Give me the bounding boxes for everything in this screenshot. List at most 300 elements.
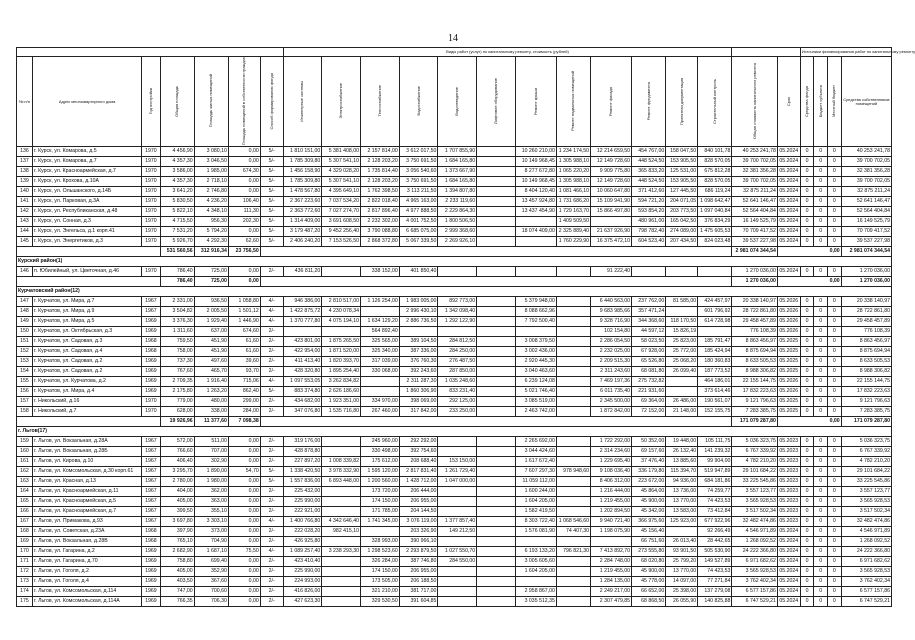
cell-f3: 0: [828, 157, 842, 167]
cell-f3: 0: [828, 597, 842, 607]
cell-r3: 15 866 497,80: [591, 207, 632, 217]
cell-a2: 367,60: [194, 577, 228, 587]
cell-m: 2/-: [260, 357, 283, 367]
cell-addr: г. Курск, ул. Республиканская, д.48: [32, 207, 141, 217]
cell-year: 1969: [142, 377, 160, 387]
cell-e3: 330 068,00: [361, 367, 400, 377]
cell-e2: [322, 447, 361, 457]
cell-date: 05.2023: [777, 437, 800, 447]
cell-f3: 0: [828, 377, 842, 387]
cell-a2: 497,60: [194, 357, 228, 367]
cell-addr: г. Курск, ул. Комарова, д.5: [32, 147, 141, 157]
cell-r2: [556, 357, 590, 367]
cell-f3: 0: [828, 307, 842, 317]
cell-r2: 1 305 988,10: [556, 157, 590, 167]
cell-a2: 2 718,10: [194, 177, 228, 187]
cell-f1: 0: [800, 347, 814, 357]
cell-addr: г. Курчатов, ул. Мира, д.9: [32, 307, 141, 317]
cell-f2: 0: [814, 157, 828, 167]
cell-r4: 45 778,00: [632, 577, 666, 587]
cell-e2: 1 871 520,00: [322, 347, 361, 357]
cell-e2: 2 626 186,60: [322, 387, 361, 397]
cell-e4: 317 842,00: [399, 407, 438, 417]
cell-r3: 91 222,40: [591, 267, 632, 277]
header-project: Проектная документация: [678, 77, 684, 125]
table-row: [17, 457, 892, 467]
cell-e1: 224 993,00: [283, 577, 322, 587]
cell-r3: 1 229 695,40: [591, 457, 632, 467]
cell-date: 05.2026: [777, 297, 800, 307]
cell-r3: 2 209 515,30: [591, 357, 632, 367]
cell-e1: 319 176,00: [283, 437, 322, 447]
cell-year: 1968: [142, 347, 160, 357]
cell-f2: 0: [814, 297, 828, 307]
cell-r4: 44 597,12: [632, 327, 666, 337]
cell-e3: [361, 307, 400, 317]
cell-r4: 50 352,00: [632, 437, 666, 447]
cell-area: 766,35: [160, 597, 194, 607]
cell-r1: 2 920 445,30: [515, 357, 556, 367]
cell-e4: 2 311 287,30: [399, 377, 438, 387]
cell-e4: 1 860 306,90: [399, 387, 438, 397]
cell-m: 5/-: [260, 237, 283, 247]
cell-f2: 0: [814, 387, 828, 397]
cell-r1: 8 303 722,40: [515, 517, 556, 527]
cell-e6: [477, 307, 516, 317]
cell-f1: 0: [800, 587, 814, 597]
cell-r1: 10 149 968,45: [515, 157, 556, 167]
cell-f1: 0: [800, 357, 814, 367]
cell-r3: 2 345 500,00: [591, 397, 632, 407]
cell-r4: 366 975,60: [632, 517, 666, 527]
cell-a3: 0,00: [228, 517, 260, 527]
cell-addr: г. Льгов, ул. Комсомольская, д.114А: [32, 597, 141, 607]
cell-a2: 1 916,40: [194, 377, 228, 387]
cell-e4: 4 001 752,50: [399, 217, 438, 227]
cell-m: 5/-: [260, 207, 283, 217]
cell-a3: 111,30: [228, 207, 260, 217]
cell-e4: 381 717,00: [399, 587, 438, 597]
cell-own: 6 971 682,62: [841, 557, 891, 567]
cell-r4: 45 156,40: [632, 527, 666, 537]
cell-r2: 1 081 466,10: [556, 187, 590, 197]
cell-e5: [438, 497, 477, 507]
cell-r1: 2 463 742,00: [515, 407, 556, 417]
cell-f1: 0: [800, 147, 814, 157]
cell-total: 22 155 144,75: [732, 377, 778, 387]
table-row: [17, 567, 892, 577]
cell-e1: 227 897,20: [283, 457, 322, 467]
cell-own: 4 546 971,89: [841, 527, 891, 537]
cell-area: 404,00: [160, 487, 194, 497]
cell-date: 05.2024: [777, 587, 800, 597]
cell-e6: [477, 487, 516, 497]
cell-e2: 6 893 448,00: [322, 477, 361, 487]
cell-date: 05.2026: [777, 307, 800, 317]
cell-e5: 1 800 506,50: [438, 217, 477, 227]
cell-date: 05.2024: [777, 207, 800, 217]
cell-e1: 1 785 309,80: [283, 157, 322, 167]
cell-date: 05.2025: [777, 407, 800, 417]
cell-date: 05.2024: [777, 567, 800, 577]
cell-r4: 480 961,00: [632, 217, 666, 227]
cell-r6: 519 947,89: [698, 467, 732, 477]
cell-m: 2/-: [260, 367, 283, 377]
cell-r6: 376 834,29: [698, 217, 732, 227]
cell-r6: 1 097 040,84: [698, 207, 732, 217]
cell-r5: [666, 307, 698, 317]
cell-f2: 0: [814, 547, 828, 557]
cell-total: 6 747 529,21: [732, 597, 778, 607]
table-row: [17, 177, 892, 187]
cell-m: 2/-: [260, 487, 283, 497]
cell-r1: 7 607 297,30: [515, 467, 556, 477]
cell-e4: 2 996 430,10: [399, 307, 438, 317]
cell-r3: 2 314 234,60: [591, 447, 632, 457]
cell-e2: 1 895 254,40: [322, 367, 361, 377]
cell-m: 2/-: [260, 537, 283, 547]
header-method: Способ формирования фонда: [268, 72, 274, 130]
cell-a3: 0,00: [228, 557, 260, 567]
cell-f1: 0: [800, 487, 814, 497]
cell-f2: 0: [814, 487, 828, 497]
cell-own: 9 121 796,63: [841, 397, 891, 407]
cell-addr: г. Никольский, д.16: [32, 397, 141, 407]
cell-e1: 436 811,20: [283, 267, 322, 277]
cell-f3: 0: [828, 187, 842, 197]
cell-r5: 165 042,50: [666, 217, 698, 227]
cell-f1: 0: [800, 187, 814, 197]
cell-year: 1970: [142, 177, 160, 187]
cell-e3: 2 822 018,40: [361, 197, 400, 207]
cell-date: 05.2024: [777, 577, 800, 587]
cell-no: 158: [17, 407, 33, 417]
cell-r1: 2 265 692,00: [515, 437, 556, 447]
cell-r6: 74 423,53: [698, 567, 732, 577]
cell-own: 8 988 306,82: [841, 367, 891, 377]
header-budget-region: Бюджет субъекта: [817, 84, 823, 118]
cell-a3: 39,60: [228, 357, 260, 367]
header-roof: Ремонт крыши: [532, 87, 538, 115]
cell-f2: 0: [814, 577, 828, 587]
cell-r5: 15 826,19: [666, 327, 698, 337]
cell-r3: 6 440 563,00: [591, 297, 632, 307]
cell-r5: 25 799,20: [666, 557, 698, 567]
cell-m: 4/-: [260, 307, 283, 317]
cell-e6: [477, 387, 516, 397]
cell-year: 1968: [142, 527, 160, 537]
cell-f1: 0: [800, 337, 814, 347]
cell-r6: 1 098 642,47: [698, 197, 732, 207]
cell-r6: 464 186,01: [698, 377, 732, 387]
cell-year: 1969: [142, 317, 160, 327]
cell-f2: 0: [814, 267, 828, 277]
cell-a2: 707,00: [194, 447, 228, 457]
cell-f1: 0: [800, 317, 814, 327]
cell-r1: 3 040 463,60: [515, 367, 556, 377]
cell-r3: 2 286 054,50: [591, 337, 632, 347]
cell-f3: 0: [828, 297, 842, 307]
cell-e6: [477, 367, 516, 377]
cell-e6: [477, 267, 516, 277]
cell-a3: 0,00: [228, 487, 260, 497]
cell-f1: 0: [800, 387, 814, 397]
cell-e4: 208 688,40: [399, 457, 438, 467]
cell-r1: [515, 237, 556, 247]
cell-area: 2 175,80: [160, 387, 194, 397]
cell-r4: 69 157,60: [632, 447, 666, 457]
header-year: Год постройки: [147, 87, 153, 115]
cell-r2: [556, 447, 590, 457]
cell-f1: 0: [800, 437, 814, 447]
cell-r5: 26 055,90: [666, 597, 698, 607]
cell-r2: 978 948,60: [556, 467, 590, 477]
header-budget-local: Местный бюджет: [831, 85, 837, 118]
cell-own: 22 155 144,75: [841, 377, 891, 387]
cell-e3: 1 126 254,00: [361, 297, 400, 307]
cell-year: 1970: [142, 217, 160, 227]
cell-r4: 275 732,82: [632, 377, 666, 387]
cell-a3: 61,60: [228, 347, 260, 357]
cell-e3: [361, 387, 400, 397]
subtotal-row: [17, 417, 892, 427]
cell-f3: 0: [828, 437, 842, 447]
cell-area: 4 357,30: [160, 157, 194, 167]
cell-addr: г. Льгов, ул. Комсомольская, д.30 корп.61: [32, 467, 141, 477]
cell-f1: 0: [800, 527, 814, 537]
cell-no: 147: [17, 297, 33, 307]
cell-e1: 1 810 151,00: [283, 147, 322, 157]
cell-f1: 0: [800, 267, 814, 277]
cell-e3: 174 150,00: [361, 497, 400, 507]
cell-e3: 1 298 523,60: [361, 547, 400, 557]
cell-a3: 0,00: [228, 157, 260, 167]
cell-r5: 26 132,40: [666, 447, 698, 457]
cell-a2: 3 303,10: [194, 517, 228, 527]
cell-area: 403,50: [160, 577, 194, 587]
cell-f3: 0: [828, 517, 842, 527]
cell-no: 153: [17, 357, 33, 367]
cell-area: 3 376,30: [160, 317, 194, 327]
cell-year: 1967: [142, 307, 160, 317]
table-row: [17, 537, 892, 547]
cell-r6: 828 570,05: [698, 177, 732, 187]
cell-total: 29 458 457,89: [732, 317, 778, 327]
cell-e4: 3 750 691,50: [399, 177, 438, 187]
cell-f3: 0: [828, 237, 842, 247]
cell-addr: г. Курчатов, ул. Мира, д.5: [32, 317, 141, 327]
cell-f3: 0: [828, 547, 842, 557]
subtotal-a3: 7 098,38: [228, 417, 260, 427]
cell-r3: 1 198 075,90: [591, 527, 632, 537]
table-row: [17, 227, 892, 237]
cell-e6: [477, 357, 516, 367]
cell-date: 05.2023: [777, 447, 800, 457]
cell-addr: г. Курск, ул. Красноармейская, д.7: [32, 167, 141, 177]
cell-r3: 9 909 775,80: [591, 167, 632, 177]
cell-year: 1970: [142, 267, 160, 277]
table-row: [17, 167, 892, 177]
cell-r3: 2 249 217,00: [591, 587, 632, 597]
cell-no: 146: [17, 267, 33, 277]
cell-year: 1969: [142, 547, 160, 557]
cell-e6: [477, 167, 516, 177]
cell-m: 5/-: [260, 467, 283, 477]
cell-addr: г. Курск, ул. Энгельса, д.1 корп.41: [32, 227, 141, 237]
cell-r3: 10 060 647,80: [591, 187, 632, 197]
cell-f2: 0: [814, 467, 828, 477]
cell-r5: 204 071,05: [666, 197, 698, 207]
cell-e5: 287 850,00: [438, 367, 477, 377]
cell-r1: 1 604 205,00: [515, 567, 556, 577]
cell-r4: 68 868,50: [632, 597, 666, 607]
cell-e3: 175 612,00: [361, 457, 400, 467]
cell-e1: 428 320,80: [283, 367, 322, 377]
cell-area: 747,00: [160, 587, 194, 597]
cell-addr: г. Льгов, ул. Гагарина, д.70: [32, 557, 141, 567]
cell-area: 779,00: [160, 397, 194, 407]
cell-m: 2/-: [260, 447, 283, 457]
cell-e5: 284 550,00: [438, 557, 477, 567]
cell-no: 143: [17, 217, 33, 227]
cell-no: 160: [17, 447, 33, 457]
cell-addr: г. Курчатов, ул. Мира, д.4: [32, 387, 141, 397]
cell-e1: 883 374,80: [283, 387, 322, 397]
cell-r3: [591, 537, 632, 547]
cell-f1: 0: [800, 377, 814, 387]
cell-r1: 3 044 424,60: [515, 447, 556, 457]
cell-f3: 0: [828, 267, 842, 277]
cell-a3: 0,00: [228, 227, 260, 237]
cell-e1: [283, 327, 322, 337]
cell-e2: 1 875 265,50: [322, 337, 361, 347]
cell-date: 05.2025: [777, 397, 800, 407]
table-row: [17, 437, 892, 447]
cell-addr: г. Льгов, ул. Кирова, д.10: [32, 457, 141, 467]
cell-r2: [556, 537, 590, 547]
cell-r6: 190 561,07: [698, 397, 732, 407]
cell-e3: [361, 377, 400, 387]
cell-e5: [438, 327, 477, 337]
cell-r2: [556, 367, 590, 377]
cell-r1: [515, 267, 556, 277]
cell-e6: [477, 437, 516, 447]
cell-date: 05.2025: [777, 367, 800, 377]
cell-r5: 13 736,00: [666, 487, 698, 497]
cell-m: 5/-: [260, 147, 283, 157]
cell-year: 1968: [142, 337, 160, 347]
cell-area: 767,60: [160, 367, 194, 377]
cell-f2: 0: [814, 477, 828, 487]
cell-r6: 187 773,52: [698, 367, 732, 377]
header-area: Общая площадь: [174, 85, 180, 117]
cell-e3: 325 340,00: [361, 347, 400, 357]
cell-m: 5/-: [260, 217, 283, 227]
cell-f2: 0: [814, 207, 828, 217]
cell-e6: [477, 217, 516, 227]
cell-year: 1967: [142, 517, 160, 527]
cell-date: 05.2024: [777, 217, 800, 227]
cell-no: 164: [17, 487, 33, 497]
cell-e1: 423 410,40: [283, 557, 322, 567]
cell-r1: 3 035 512,35: [515, 597, 556, 607]
cell-area: 572,00: [160, 437, 194, 447]
cell-r3: 6 011 735,40: [591, 387, 632, 397]
cell-e4: 203 326,90: [399, 527, 438, 537]
table-row: [17, 597, 892, 607]
cell-total: 3 557 123,77: [732, 487, 778, 497]
cell-a2: 1 929,40: [194, 317, 228, 327]
cell-r4: 65 526,80: [632, 357, 666, 367]
cell-own: 40 253 241,78: [841, 147, 891, 157]
cell-a2: 704,90: [194, 537, 228, 547]
cell-r6: 74 423,53: [698, 497, 732, 507]
cell-e6: [477, 157, 516, 167]
cell-f3: 0: [828, 497, 842, 507]
subtotal-a2: 11 377,60: [194, 417, 228, 427]
cell-e3: 3 790 088,80: [361, 227, 400, 237]
cell-own: 6 577 157,86: [841, 587, 891, 597]
cell-r1: 10 260 210,00: [515, 147, 556, 157]
cell-f2: 0: [814, 447, 828, 457]
cell-total: 20 338 140,97: [732, 297, 778, 307]
table-row: [17, 307, 892, 317]
cell-e4: 6 685 075,00: [399, 227, 438, 237]
header-owners: Средства собственников помещений: [841, 57, 891, 147]
cell-area: 406,40: [160, 457, 194, 467]
cell-e3: 330 498,00: [361, 447, 400, 457]
cell-year: 1967: [142, 297, 160, 307]
cell-no: 148: [17, 307, 33, 317]
cell-area: 399,50: [160, 507, 194, 517]
cell-r3: 12 149 728,60: [591, 177, 632, 187]
cell-f2: 0: [814, 187, 828, 197]
cell-e6: [477, 377, 516, 387]
cell-year: 1967: [142, 467, 160, 477]
cell-f3: 0: [828, 477, 842, 487]
cell-f1: 0: [800, 477, 814, 487]
subtotal-a3: 23 756,50: [228, 247, 260, 257]
header-row: [17, 57, 892, 147]
cell-addr: г. Льгов, ул. Красноармейская, д.11: [32, 487, 141, 497]
cell-e1: 1 338 420,50: [283, 467, 322, 477]
cell-r4: 45 864,00: [632, 487, 666, 497]
cell-e3: 2 128 203,20: [361, 157, 400, 167]
header-area-owned: Площадь помещений в собственности граждан: [241, 57, 247, 146]
cell-f3: 0: [828, 227, 842, 237]
cell-year: 1969: [142, 597, 160, 607]
subtotal-owners: 2 981 074 344,54: [841, 247, 891, 257]
cell-a3: 862,40: [228, 387, 260, 397]
cell-f2: 0: [814, 227, 828, 237]
cell-r2: 1 305 988,10: [556, 177, 590, 187]
table-row: [17, 377, 892, 387]
cell-year: 1967: [142, 437, 160, 447]
cell-year: 1969: [142, 557, 160, 567]
cell-a3: 0,00: [228, 527, 260, 537]
cell-no: 157: [17, 397, 33, 407]
cell-e4: 206 955,00: [399, 567, 438, 577]
cell-e3: 1 735 814,40: [361, 167, 400, 177]
cell-a2: 338,00: [194, 407, 228, 417]
cell-e2: 3 238 293,30: [322, 547, 361, 557]
cell-e4: 398 069,00: [399, 397, 438, 407]
cell-f1: 0: [800, 297, 814, 307]
cell-own: 32 381 356,28: [841, 167, 891, 177]
cell-area: 3 586,00: [160, 167, 194, 177]
cell-m: 5/-: [260, 477, 283, 487]
cell-r5: 158 047,50: [666, 147, 698, 157]
